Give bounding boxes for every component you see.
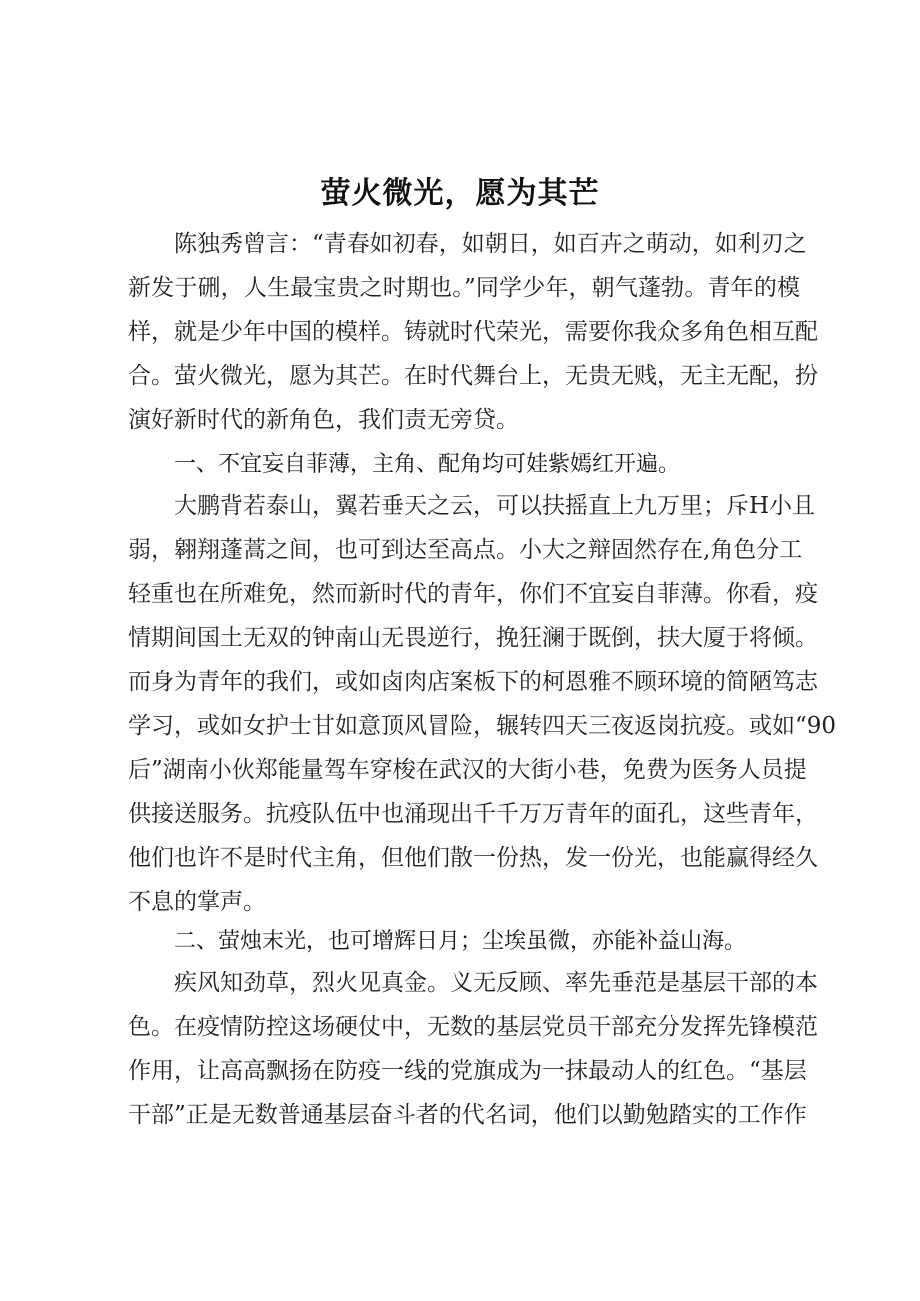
paragraph-intro <box>128 222 818 442</box>
paragraph-section-1 <box>128 484 837 924</box>
paragraph-line: 陈独秀曾言：“青春如初春，如朝日，如百卉之萌动，如利刃之 <box>174 231 807 257</box>
paragraph-line: 样，就是少年中国的模样。铸就时代荣光，需要你我众多角色相互配 <box>128 319 818 345</box>
section-heading-2: 二、萤烛末光，也可增辉日月；尘埃虽微，亦能补益山海。 <box>174 929 747 954</box>
section-heading-1: 一、不宜妄自菲薄，主角、配角均可娃紫嫣红开遍。 <box>174 452 681 477</box>
paragraph-line: 新发于硎，人生最宝贵之时期也。”同学少年，朝气蓬勃。青年的模 <box>128 275 800 301</box>
paragraph-line: 合。萤火微光，愿为其芒。在时代舞台上，无贵无贱，无主无配，扮 <box>128 363 818 389</box>
paragraph-line: 大鹏背若泰山，翼若垂天之云，可以扶摇直上九万里；斥H小且 <box>174 493 816 519</box>
page-title: 萤火微光，愿为其芒 <box>320 176 600 211</box>
paragraph-line: 弱，翱翔蓬蒿之间，也可到达至高点。小大之辩固然存在,角色分工 <box>128 537 803 563</box>
paragraph-line: 而身为青年的我们，或如卤肉店案板下的柯恩雅不顾环境的简陋笃志 <box>128 669 818 695</box>
paragraph-line: 色。在疫情防控这场硬仗中，无数的基层党员干部充分发挥先锋模范 <box>128 1014 818 1040</box>
paragraph-line: 他们也许不是时代主角，但他们散一份热，发一份光，也能赢得经久 <box>128 845 818 871</box>
paragraph-line: 演好新时代的新角色，我们责无旁贷。 <box>128 407 519 433</box>
paragraph-line: 轻重也在所难免，然而新时代的青年，你们不宜妄自菲薄。你看，疫 <box>128 581 818 607</box>
paragraph-line: 干部”正是无数普通基层奋斗者的代名词，他们以勤勉踏实的工作作 <box>128 1102 807 1128</box>
paragraph-line: 疾风知劲草，烈火见真金。义无反顾、率先垂范是基层干部的本 <box>174 970 818 996</box>
paragraph-line: 作用，让高高飘扬在防疫一线的党旗成为一抹最动人的红色。“基层 <box>128 1058 807 1084</box>
paragraph-line: 不息的掌声。 <box>128 889 266 915</box>
paragraph-line: 学习，或如女护士甘如意顶风冒险，辗转四天三夜返岗抗疫。或如“90 <box>128 713 837 739</box>
paragraph-line: 供接送服务。抗疫队伍中也涌现出千千万万青年的面孔，这些青年， <box>128 801 818 827</box>
paragraph-line: 后”湖南小伙郑能量驾车穿梭在武汉的大街小巷，免费为医务人员提 <box>128 757 807 783</box>
paragraph-line: 情期间国土无双的钟南山无畏逆行，挽狂澜于既倒，扶大厦于将倾。 <box>128 625 818 651</box>
paragraph-section-2 <box>128 961 818 1137</box>
